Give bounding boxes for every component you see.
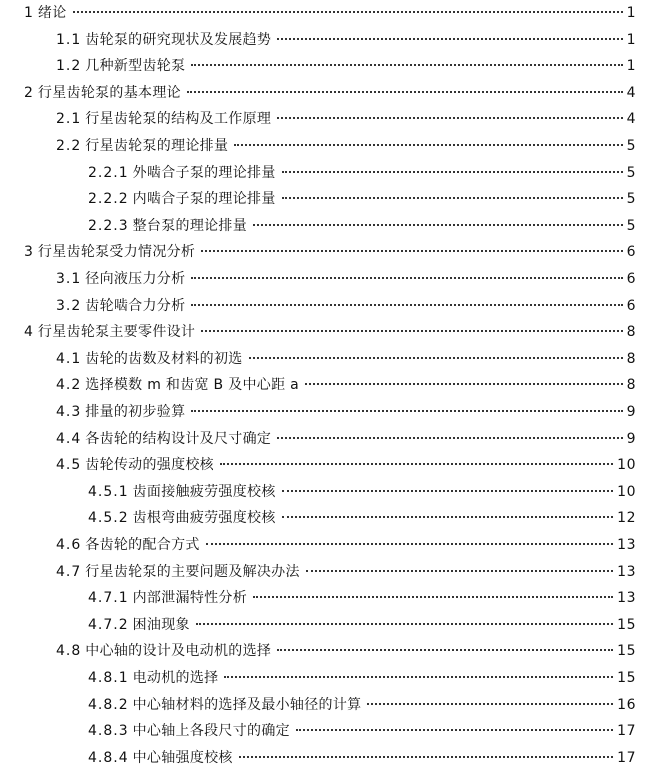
section-title: 整台泵的理论排量 [132,217,248,234]
toc-entry-row [56,348,636,370]
section-number: 4.8.3 [88,723,129,740]
page-number: 13 [617,563,636,580]
section-number: 1 [24,5,34,21]
toc-entry-row [56,295,636,317]
section-title: 内啮合子泵的理论排量 [132,191,276,208]
dot-leader [282,516,614,518]
dot-leader [282,197,623,199]
dot-leader [234,144,622,146]
toc-entry-row [56,108,636,130]
section-number: 3.2 [56,297,82,314]
toc-entry-4-7-2[interactable] [0,614,648,636]
toc-entry-row [88,481,636,503]
section-number: 3 [24,244,34,261]
toc-entry-4-8-3[interactable] [0,720,648,742]
section-title: 齿轮泵的研究现状及发展趋势 [85,31,272,48]
dot-leader [224,676,613,678]
page-number: 6 [626,271,636,287]
page-number: 8 [626,377,636,394]
toc-entry-row [56,534,636,556]
page-number: 13 [617,537,636,553]
page-number: 6 [626,244,636,261]
section-title: 齿面接触疲劳强度校核 [132,483,276,500]
toc-entry-3-1[interactable] [0,268,648,290]
section-number: 4 [24,324,34,341]
toc-entry-1-1[interactable] [0,29,648,51]
toc-entry-2-2-2[interactable] [0,188,648,210]
section-title: 行星齿轮泵主要零件设计 [37,324,196,341]
section-number: 3.1 [56,271,82,287]
toc-entry-row [56,268,636,290]
toc-entry-2[interactable] [0,82,648,104]
dot-leader [206,543,614,545]
dot-leader [191,304,622,306]
toc-entry-1-2[interactable] [0,55,648,77]
toc-entry-row [88,614,636,636]
dot-leader [191,410,622,412]
section-title: 齿轮的齿数及材料的初选 [85,350,243,367]
section-title: 行星齿轮泵受力情况分析 [37,244,196,261]
toc-entry-row [88,162,636,184]
toc-entry-4-3[interactable] [0,401,648,423]
section-title: 电动机的选择 [132,670,219,686]
dot-leader [367,703,613,705]
page-number: 5 [626,191,636,208]
section-number: 4.1 [56,350,82,367]
section-title: 几种新型齿轮泵 [85,58,186,75]
toc-entry-3[interactable] [0,241,648,263]
section-title: 行星齿轮泵的基本理论 [37,84,181,101]
toc-entry-4-7-1[interactable] [0,587,648,609]
page-number: 15 [617,616,636,633]
toc-entry-4-1[interactable] [0,348,648,370]
section-title: 外啮合子泵的理论排量 [132,164,276,181]
section-number: 1.1 [56,31,82,48]
section-title: 行星齿轮泵的理论排量 [85,138,229,154]
dot-leader [201,250,622,252]
section-title: 齿轮传动的强度校核 [85,457,214,474]
toc-entry-row [56,401,636,423]
page-number: 9 [626,404,636,420]
toc-entry-4-4[interactable] [0,428,648,450]
dot-leader [305,383,623,385]
toc-entry-row [88,720,636,742]
toc-entry-4-8-4[interactable] [0,747,648,769]
section-number: 4.6 [56,537,82,553]
section-title: 各齿轮的配合方式 [85,537,200,553]
section-title: 齿根弯曲疲劳强度校核 [132,510,276,527]
dot-leader [187,91,623,93]
page-number: 9 [626,430,636,447]
section-number: 4.2 [56,377,82,394]
toc-entry-row [56,29,636,51]
page-number: 16 [617,696,636,713]
section-title: 行星齿轮泵的结构及工作原理 [85,111,272,128]
toc-entry-2-2-3[interactable] [0,215,648,237]
page-number: 8 [626,350,636,367]
toc-entry-row [24,82,636,104]
dot-leader [277,38,622,40]
section-number: 4.7 [56,563,82,580]
toc-entry-4-5-2[interactable] [0,507,648,529]
section-number: 4.8 [56,643,82,660]
toc-entry-2-1[interactable] [0,108,648,130]
section-number: 4.5 [56,457,82,474]
dot-leader [191,64,622,66]
toc-entry-2-2[interactable] [0,135,648,157]
section-number: 4.5.1 [88,483,129,500]
section-title: 绪论 [37,5,67,21]
toc-entry-row [56,640,636,662]
section-title: 排量的初步验算 [85,404,186,420]
dot-leader [191,277,622,279]
dot-leader [277,117,622,119]
toc-entry-row [24,241,636,263]
section-title: 困油现象 [132,616,190,633]
dot-leader [282,490,614,492]
toc-entry-row [88,587,636,609]
toc-entry-4-8-1[interactable] [0,667,648,689]
toc-entry-row [56,561,636,583]
section-number: 1.2 [56,58,82,75]
toc-entry-row [88,694,636,716]
page-number: 8 [626,324,636,341]
page-number: 12 [617,510,636,527]
page-number: 17 [617,723,636,740]
section-title: 中心轴的设计及电动机的选择 [85,643,272,660]
toc-entry-row [88,188,636,210]
section-number: 4.3 [56,404,82,420]
toc-entry-row [88,667,636,689]
section-number: 2.2.3 [88,217,129,234]
section-number: 4.8.1 [88,670,129,686]
page-number: 1 [626,58,636,75]
section-title: 内部泄漏特性分析 [132,590,248,607]
section-number: 4.8.2 [88,696,129,713]
page-number: 15 [617,643,636,660]
page-number: 13 [617,590,636,607]
page-number: 17 [617,749,636,766]
dot-leader [196,623,613,625]
dot-leader [253,596,613,598]
toc-entry-3-2[interactable] [0,295,648,317]
toc-entry-row [88,507,636,529]
page-number: 10 [617,457,636,474]
page-number: 5 [626,217,636,234]
section-title: 选择模数 m 和齿宽 B 及中心距 a [85,377,300,394]
toc-entry-4[interactable] [0,321,648,343]
toc-entry-4-7[interactable] [0,561,648,583]
toc-entry-4-8[interactable] [0,640,648,662]
section-number: 4.7.1 [88,590,129,607]
dot-leader [73,11,623,13]
section-number: 2.2 [56,138,82,154]
dot-leader [296,729,613,731]
toc-entry-4-5[interactable] [0,454,648,476]
toc-entry-row [88,215,636,237]
toc-entry-row [24,321,636,343]
toc-entry-4-2[interactable] [0,374,648,396]
section-number: 4.5.2 [88,510,129,527]
toc-entry-row [56,428,636,450]
toc-entry-2-2-1[interactable] [0,162,648,184]
section-title: 中心轴材料的选择及最小轴径的计算 [132,696,362,713]
dot-leader [249,357,623,359]
section-number: 2.1 [56,111,82,128]
dot-leader [282,171,623,173]
section-title: 径向液压力分析 [85,271,186,287]
dot-leader [253,224,623,226]
dot-leader [239,756,613,758]
section-title: 齿轮啮合力分析 [85,297,186,314]
toc-entry-1[interactable] [0,2,648,24]
page-number: 6 [626,297,636,314]
dot-leader [306,570,613,572]
dot-leader [277,649,613,651]
page-number: 4 [626,111,636,128]
dot-leader [277,437,622,439]
page-number: 10 [617,483,636,500]
section-number: 4.8.4 [88,749,129,766]
section-number: 2 [24,84,34,101]
section-number: 4.4 [56,430,82,447]
page-number: 1 [626,5,636,21]
page-number: 5 [626,164,636,181]
page-number: 15 [617,670,636,686]
toc-entry-row [56,135,636,157]
toc-entry-row [56,374,636,396]
toc-entry-row [88,747,636,769]
page-number: 5 [626,138,636,154]
section-title: 各齿轮的结构设计及尺寸确定 [85,430,272,447]
section-number: 4.7.2 [88,616,129,633]
toc-entry-4-8-2[interactable] [0,694,648,716]
section-number: 2.2.1 [88,164,129,181]
dot-leader [220,463,613,465]
toc-entry-4-6[interactable] [0,534,648,556]
toc-entry-4-5-1[interactable] [0,481,648,503]
toc-entry-row [56,454,636,476]
section-number: 2.2.2 [88,191,129,208]
section-title: 中心轴强度校核 [132,749,233,766]
section-title: 中心轴上各段尺寸的确定 [132,723,290,740]
toc-entry-row [56,55,636,77]
dot-leader [201,330,622,332]
toc-entry-row [24,2,636,24]
page-number: 1 [626,31,636,48]
page-number: 4 [626,84,636,101]
section-title: 行星齿轮泵的主要问题及解决办法 [85,563,300,580]
